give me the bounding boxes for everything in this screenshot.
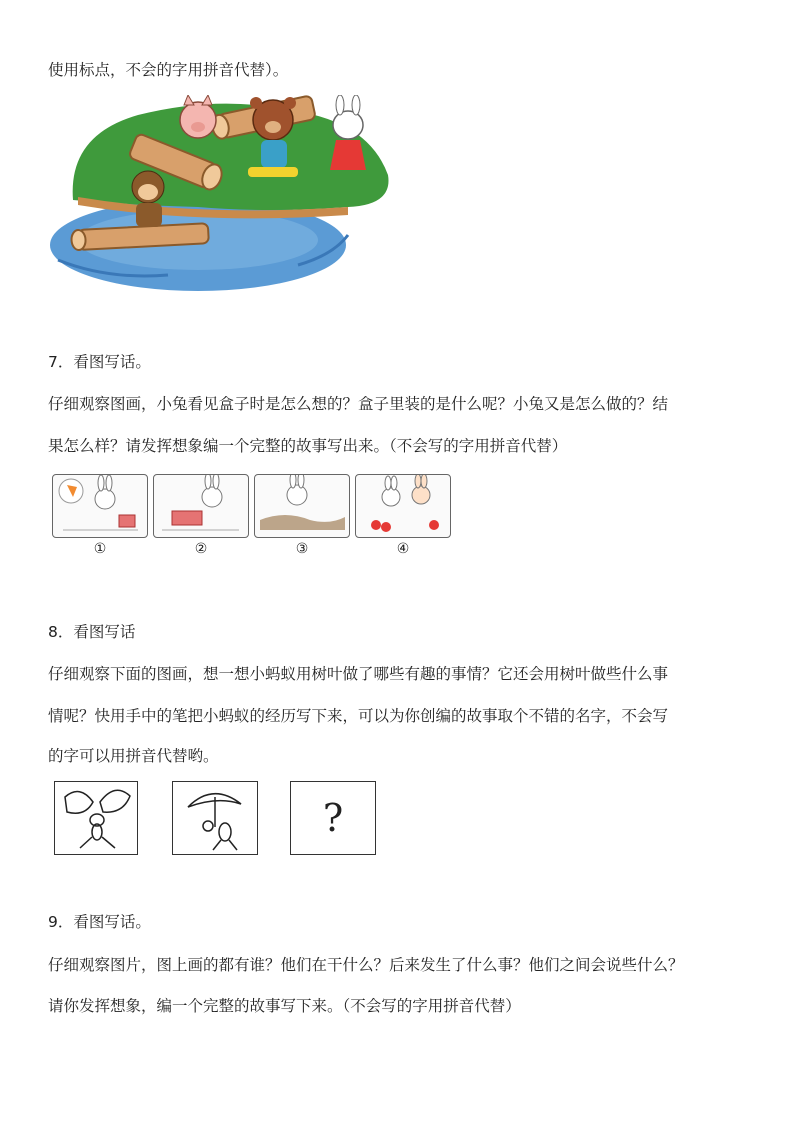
q9-line-1: 仔细观察图片，图上画的都有谁？他们在干什么？后来发生了什么事？他们之间会说些什么？ xyxy=(48,956,684,974)
question-mark: ? xyxy=(322,796,344,840)
panel-number-1: ① xyxy=(93,541,107,557)
q7-panel-2 xyxy=(153,474,249,538)
q8-panel-1 xyxy=(54,781,138,855)
q8-line-2: 情呢？快用手中的笔把小蚂蚁的经历写下来，可以为你创编的故事取个不错的名字，不会写 xyxy=(48,707,669,725)
panel-number-3: ③ xyxy=(295,541,309,557)
q8-heading: 8．看图写话 xyxy=(48,623,136,641)
q7-panel-4 xyxy=(355,474,451,538)
pig-character xyxy=(180,95,216,138)
rabbit-character xyxy=(330,95,366,170)
q7-panel-3 xyxy=(254,474,350,538)
q8-line-1: 仔细观察下面的图画，想一想小蚂蚁用树叶做了哪些有趣的事情？它还会用树叶做些什么事 xyxy=(48,665,669,683)
q9-line-2: 请你发挥想象，编一个完整的故事写下来。（不会写的字用拼音代替） xyxy=(48,997,521,1015)
q7-line-1: 仔细观察图画，小兔看见盒子时是怎么想的？盒子里装的是什么呢？小兔又是怎么做的？结 xyxy=(48,395,669,413)
q8-line-3: 的字可以用拼音代替哟。 xyxy=(48,747,219,765)
intro-line: 使用标点，不会的字用拼音代替）。 xyxy=(48,61,289,79)
animals-logs-illustration xyxy=(48,95,398,295)
panel-number-4: ④ xyxy=(396,541,410,557)
monkey-character xyxy=(132,171,164,227)
q7-line-2: 果怎么样？请发挥想象编一个完整的故事写出来。（不会写的字用拼音代替） xyxy=(48,437,568,455)
q7-heading: 7．看图写话。 xyxy=(48,353,151,371)
q8-panel-2 xyxy=(172,781,258,855)
q9-heading: 9．看图写话。 xyxy=(48,913,151,931)
panel-number-2: ② xyxy=(194,541,208,557)
q8-mystery-panel xyxy=(290,781,376,855)
q7-panel-1 xyxy=(52,474,148,538)
